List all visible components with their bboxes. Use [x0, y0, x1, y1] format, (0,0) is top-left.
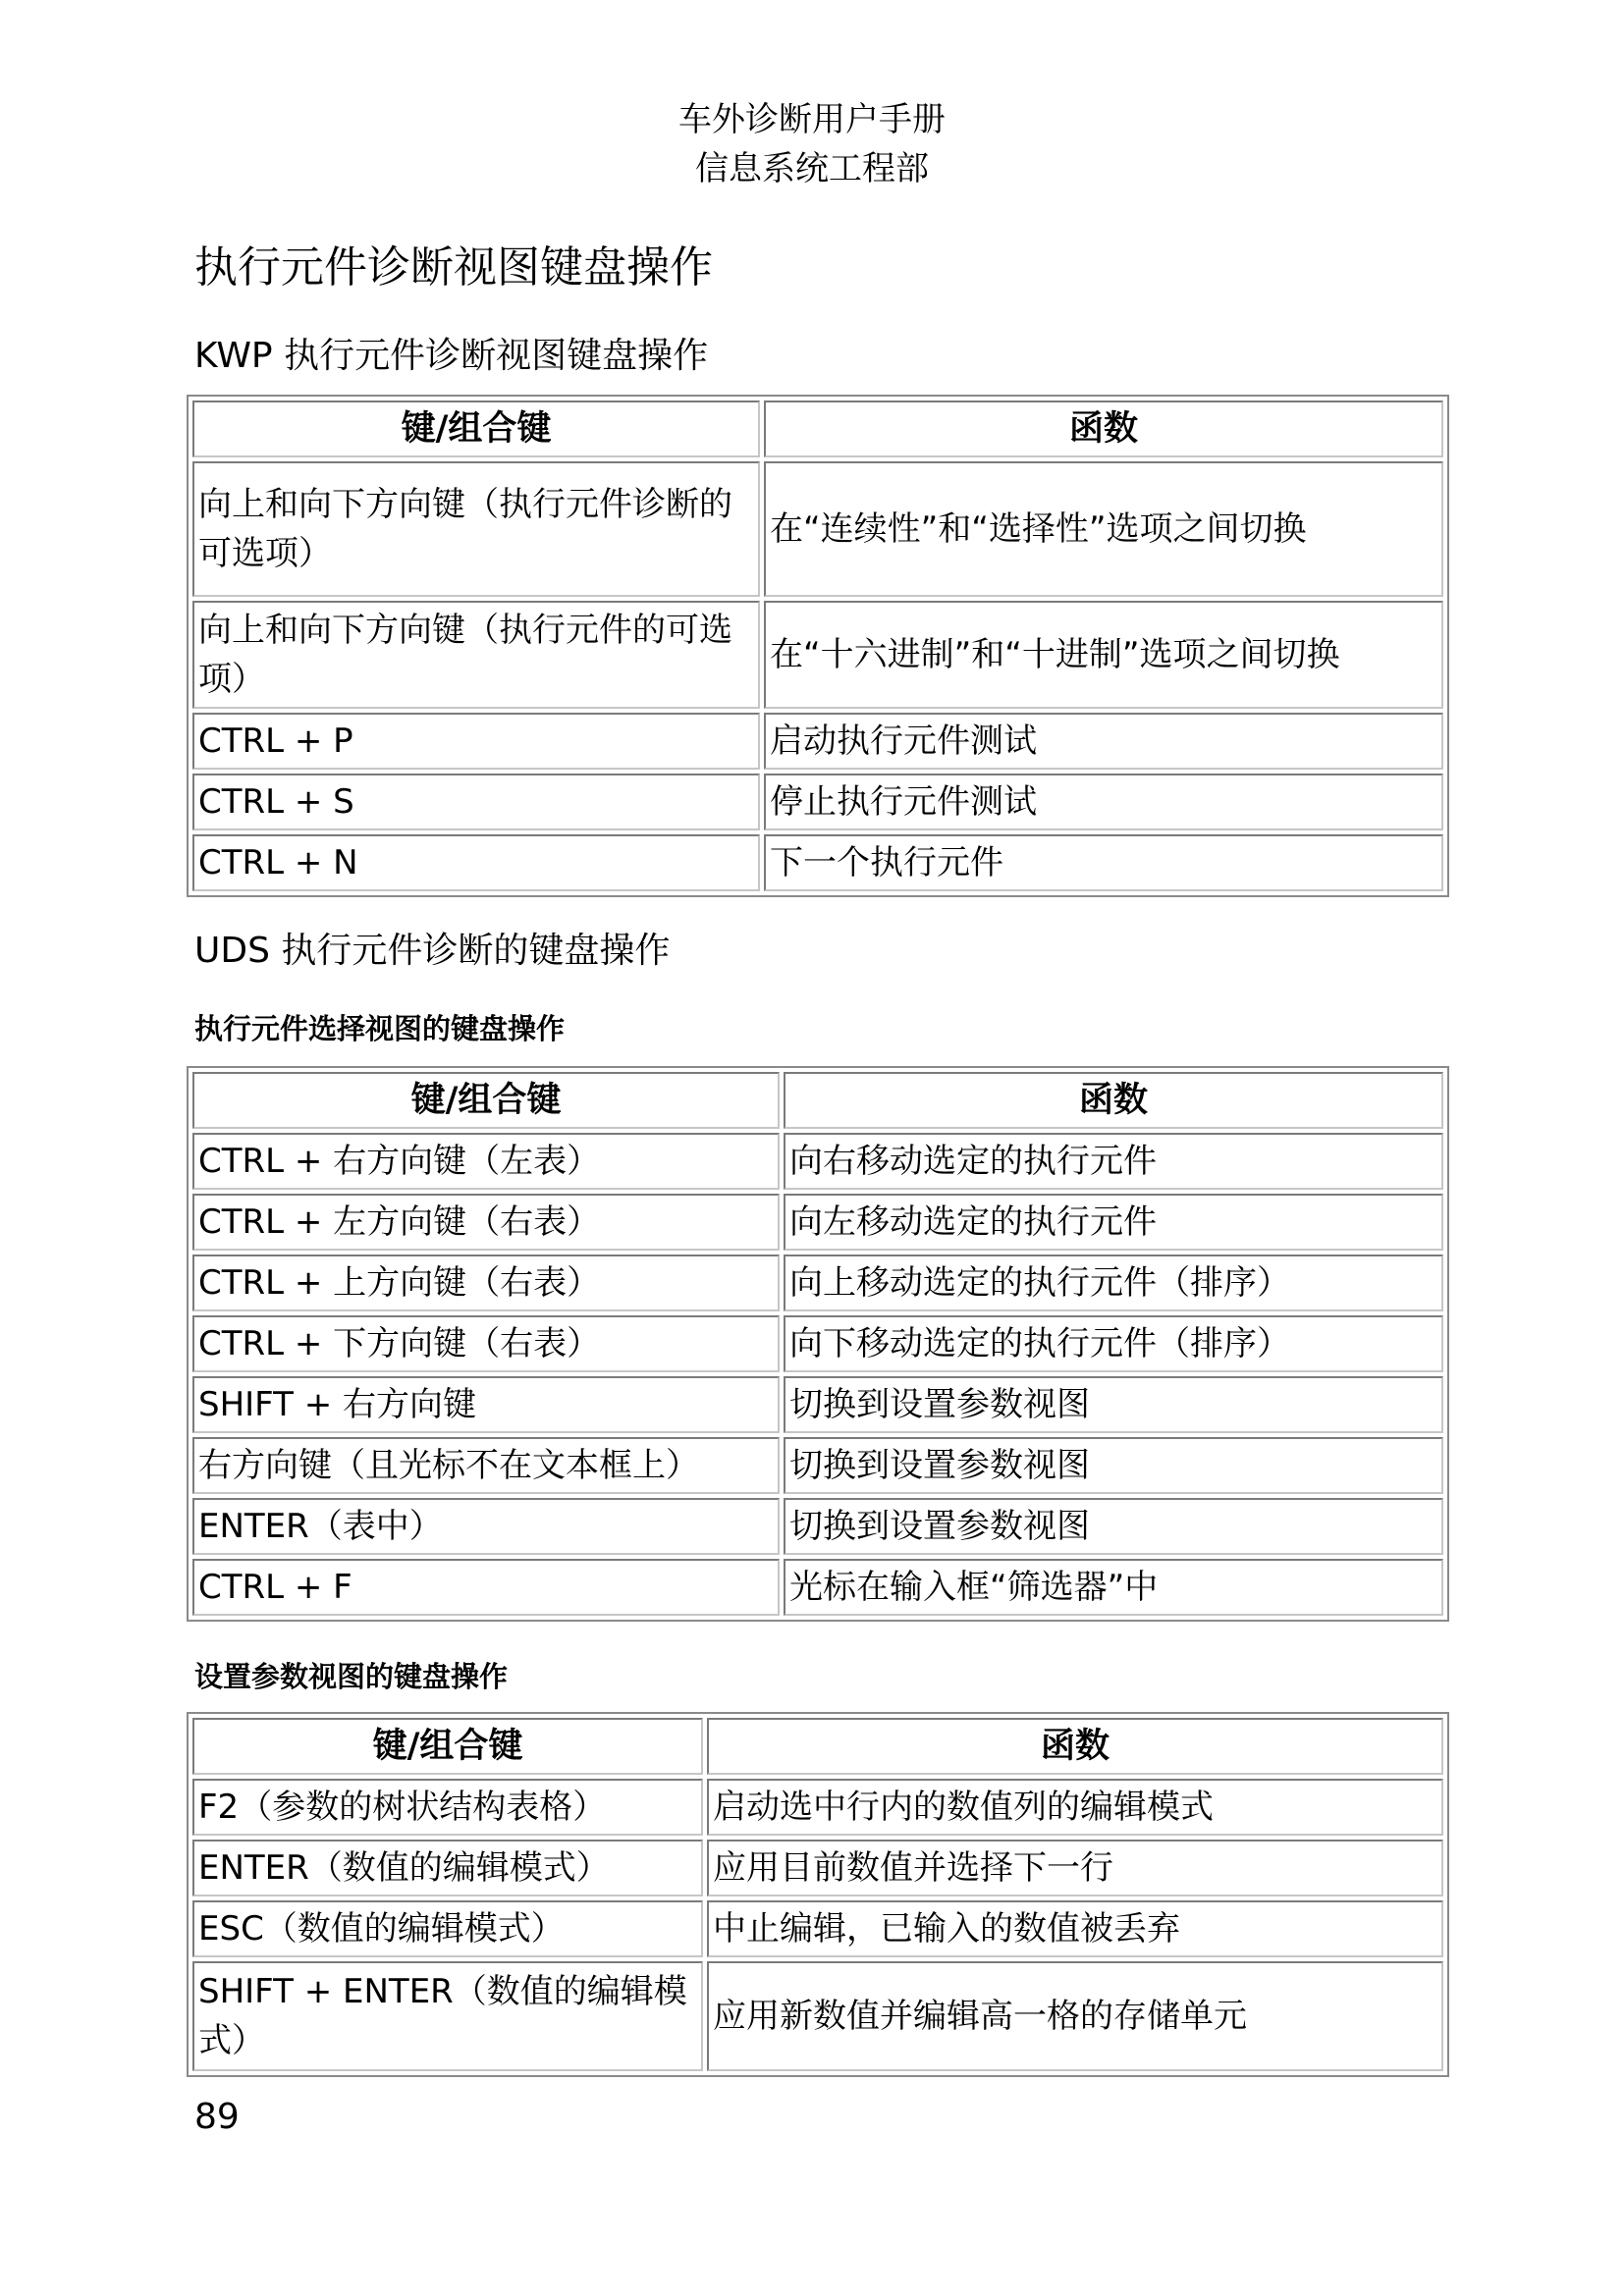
table-row [192, 1498, 1443, 1555]
kwp-heading: KWP 执行元件诊断视图键盘操作 [194, 336, 709, 376]
table-row [192, 1840, 1443, 1896]
col-header-key: 键/组合键 [192, 1072, 780, 1129]
function-cell: 中止编辑，已输入的数值被丢弃 [707, 1900, 1443, 1957]
param-view-table [187, 1712, 1449, 2077]
function-cell: 切换到设置参数视图 [784, 1498, 1443, 1555]
key-cell: CTRL + S [192, 774, 760, 830]
table-header-row [192, 400, 1443, 457]
function-cell: 向左移动选定的执行元件 [784, 1194, 1443, 1251]
function-cell: 应用目前数值并选择下一行 [707, 1840, 1443, 1896]
table-header-row [192, 1718, 1443, 1775]
key-cell: CTRL + 上方向键（右表） [192, 1255, 780, 1311]
key-cell: 右方向键（且光标不在文本框上） [192, 1437, 780, 1494]
function-cell: 切换到设置参数视图 [784, 1376, 1443, 1433]
function-cell: 停止执行元件测试 [764, 774, 1443, 830]
page-number: 89 [194, 2097, 240, 2137]
key-cell: CTRL + P [192, 713, 760, 770]
key-cell: CTRL + F [192, 1559, 780, 1616]
table-row [192, 1437, 1443, 1494]
page-title: 执行元件诊断视图键盘操作 [194, 242, 713, 293]
function-cell: 在“连续性”和“选择性”选项之间切换 [764, 461, 1443, 597]
key-cell: SHIFT + ENTER（数值的编辑模式） [192, 1961, 703, 2071]
table-row [192, 601, 1443, 709]
table-row [192, 1779, 1443, 1836]
function-cell: 光标在输入框“筛选器”中 [784, 1559, 1443, 1616]
function-cell: 切换到设置参数视图 [784, 1437, 1443, 1494]
function-cell: 应用新数值并编辑高一格的存储单元 [707, 1961, 1443, 2071]
function-cell: 向右移动选定的执行元件 [784, 1133, 1443, 1190]
key-cell: ENTER（表中） [192, 1498, 780, 1555]
function-cell: 启动执行元件测试 [764, 713, 1443, 770]
table-row [192, 1900, 1443, 1957]
col-header-function: 函数 [764, 400, 1443, 457]
function-cell: 在“十六进制”和“十进制”选项之间切换 [764, 601, 1443, 709]
col-header-function: 函数 [784, 1072, 1443, 1129]
key-cell: 向上和向下方向键（执行元件的可选项） [192, 601, 760, 709]
key-cell: SHIFT + 右方向键 [192, 1376, 780, 1433]
key-cell: CTRL + 下方向键（右表） [192, 1315, 780, 1372]
key-cell: CTRL + 右方向键（左表） [192, 1133, 780, 1190]
table-row [192, 1559, 1443, 1616]
function-cell: 启动选中行内的数值列的编辑模式 [707, 1779, 1443, 1836]
table-row [192, 1961, 1443, 2071]
table-row [192, 1255, 1443, 1311]
table-row [192, 774, 1443, 830]
key-cell: 向上和向下方向键（执行元件诊断的可选项） [192, 461, 760, 597]
selection-view-heading: 执行元件选择视图的键盘操作 [194, 1012, 566, 1045]
kwp-table [187, 395, 1449, 897]
uds-heading: UDS 执行元件诊断的键盘操作 [194, 931, 671, 971]
param-view-heading: 设置参数视图的键盘操作 [194, 1660, 509, 1693]
doc-header-department: 信息系统工程部 [695, 149, 929, 188]
col-header-key: 键/组合键 [192, 400, 760, 457]
function-cell: 向上移动选定的执行元件（排序） [784, 1255, 1443, 1311]
key-cell: F2（参数的树状结构表格） [192, 1779, 703, 1836]
key-cell: CTRL + N [192, 834, 760, 891]
table-row [192, 1133, 1443, 1190]
table-row [192, 461, 1443, 597]
key-cell: ESC（数值的编辑模式） [192, 1900, 703, 1957]
table-header-row [192, 1072, 1443, 1129]
table-row [192, 1315, 1443, 1372]
key-cell: ENTER（数值的编辑模式） [192, 1840, 703, 1896]
selection-view-table [187, 1066, 1449, 1622]
table-row [192, 1194, 1443, 1251]
col-header-key: 键/组合键 [192, 1718, 703, 1775]
table-row [192, 713, 1443, 770]
key-cell: CTRL + 左方向键（右表） [192, 1194, 780, 1251]
table-row [192, 1376, 1443, 1433]
col-header-function: 函数 [707, 1718, 1443, 1775]
function-cell: 向下移动选定的执行元件（排序） [784, 1315, 1443, 1372]
doc-header-title: 车外诊断用户手册 [678, 100, 946, 139]
function-cell: 下一个执行元件 [764, 834, 1443, 891]
table-row [192, 834, 1443, 891]
